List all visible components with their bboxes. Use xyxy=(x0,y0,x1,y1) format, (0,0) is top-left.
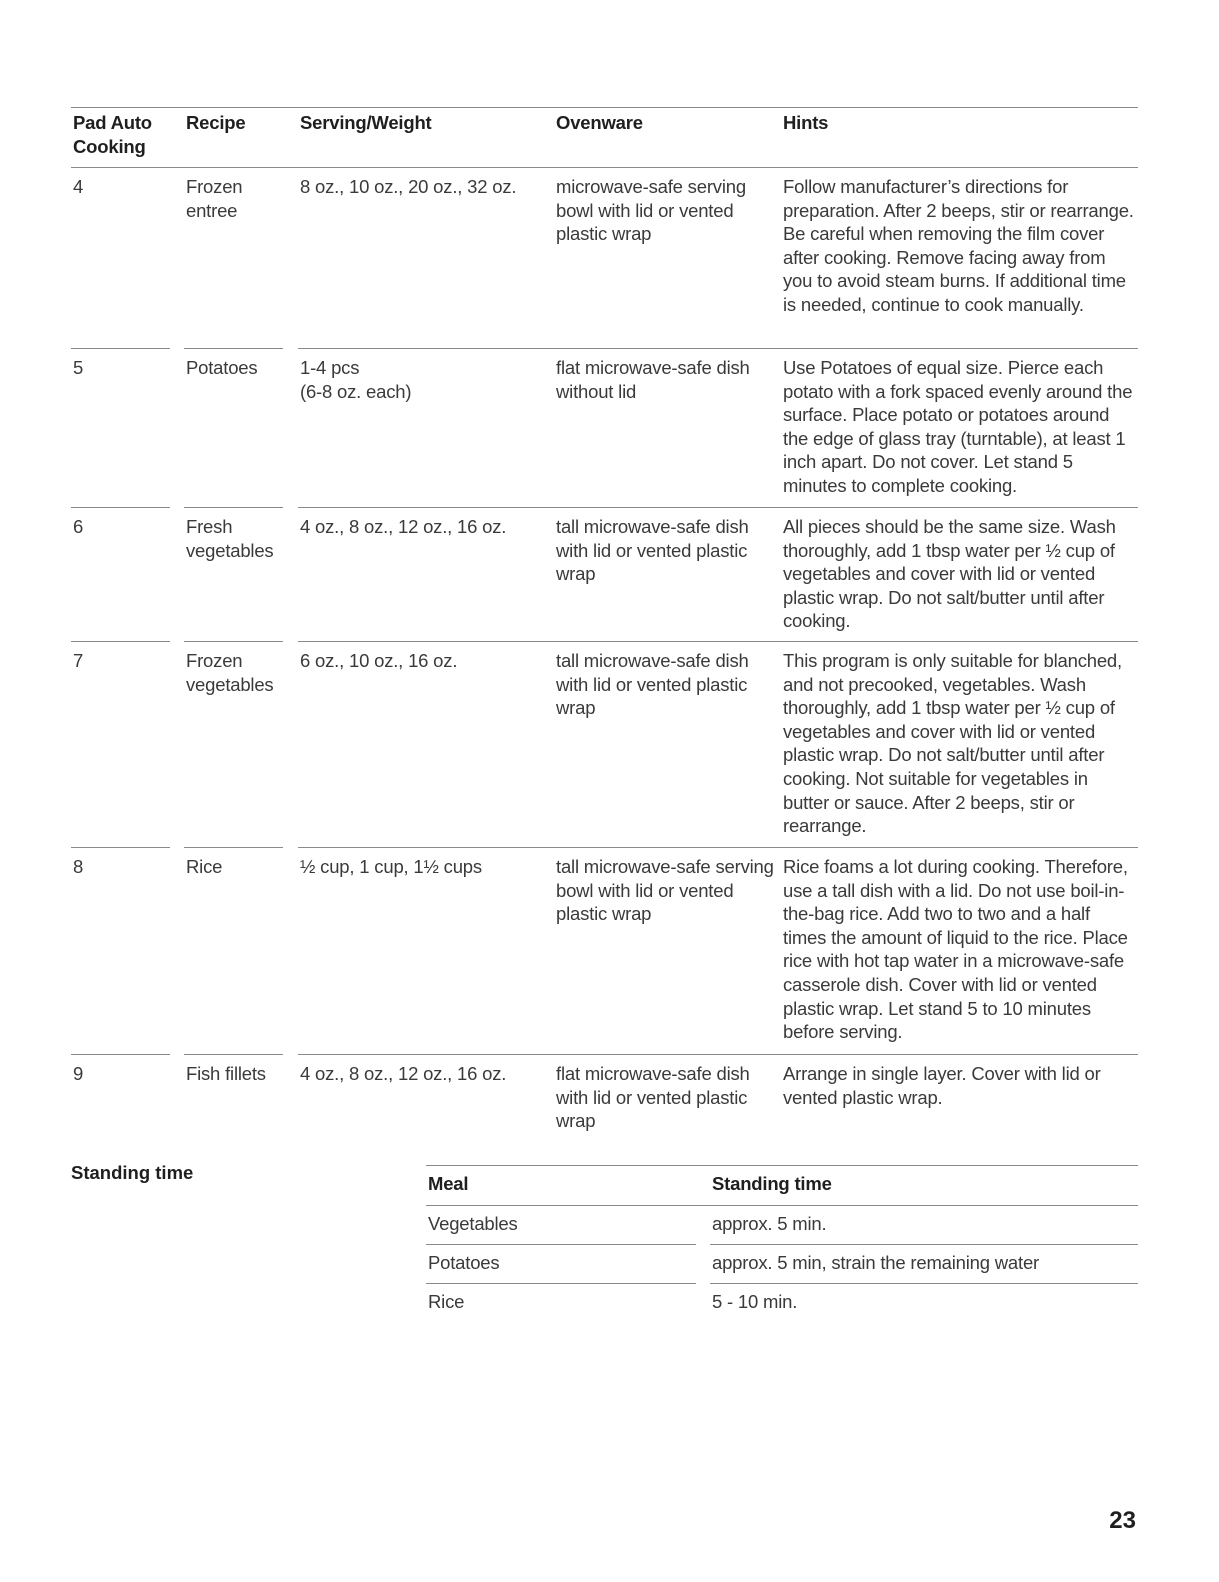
row-rule xyxy=(184,1054,283,1055)
standing-time-heading: Standing time xyxy=(71,1162,194,1183)
row-rule xyxy=(184,348,283,349)
row-rule xyxy=(298,507,1138,508)
row-rule xyxy=(184,847,283,848)
recipe-name: Fresh vegetables xyxy=(186,516,274,561)
hints: This program is only suitable for blanched, and not precooked, vegetables. Wash thoroughly, add 1 tbsp water per ½ cup of vegetables and cover with lid or vented plastic wrap. Do not salt/butter until after cooking. Not suitable for vegetables in butter or sauce. After 2 beeps, stir or rearrange. xyxy=(783,650,1122,837)
row-rule xyxy=(71,641,170,642)
header-standing-time: Standing time xyxy=(712,1173,832,1194)
row-rule xyxy=(71,1054,170,1055)
recipe-name: Rice xyxy=(186,856,223,877)
row-rule xyxy=(71,507,170,508)
ovenware: flat microwave-safe dish with lid or vented plastic wrap xyxy=(556,1063,750,1132)
header-recipe: Recipe xyxy=(186,112,246,133)
ovenware: microwave-safe serving bowl with lid or vented plastic wrap xyxy=(556,176,746,245)
pad-number: 8 xyxy=(73,856,84,877)
header-ovenware: Ovenware xyxy=(556,112,643,133)
table-row xyxy=(426,1283,1138,1322)
meal: Potatoes xyxy=(428,1252,500,1273)
ovenware: tall microwave-safe serving bowl with lid or vented plastic wrap xyxy=(556,856,774,925)
row-rule xyxy=(298,847,1138,848)
pad-number: 5 xyxy=(73,357,84,378)
meal: Rice xyxy=(428,1291,465,1312)
row-rule xyxy=(184,507,283,508)
serving-weight: 4 oz., 8 oz., 12 oz., 16 oz. xyxy=(300,516,507,537)
hints: Use Potatoes of equal size. Pierce each potato with a fork spaced evenly around the surface. Place potato or potatoes around the edge of glass tray (turntable), at least 1 inch apart. Do not cover. Let stand 5 minutes to complete cooking. xyxy=(783,357,1133,496)
row-rule xyxy=(298,348,1138,349)
serving-weight: 1-4 pcs (6-8 oz. each) xyxy=(300,357,412,402)
serving-weight: ½ cup, 1 cup, 1½ cups xyxy=(300,856,482,877)
header-meal: Meal xyxy=(428,1173,469,1194)
pad-number: 9 xyxy=(73,1063,84,1084)
hints: Rice foams a lot during cooking. Therefore, use a tall dish with a lid. Do not use boil-in-the-bag rice. Add two to two and a half times the amount of liquid to the rice. Place rice with hot tap water in a microwave-safe casserole dish. Cover with lid or vented plastic wrap. Let stand 5 to 10 minutes before serving. xyxy=(783,856,1128,1043)
ovenware: tall microwave-safe dish with lid or vented plastic wrap xyxy=(556,650,749,719)
hints: Arrange in single layer. Cover with lid or vented plastic wrap. xyxy=(783,1063,1101,1108)
header-rule xyxy=(71,167,1138,168)
standing-duration: 5 - 10 min. xyxy=(712,1291,798,1312)
pad-number: 7 xyxy=(73,650,84,671)
recipe-name: Frozen vegetables xyxy=(186,650,274,695)
serving-weight: 4 oz., 8 oz., 12 oz., 16 oz. xyxy=(300,1063,507,1084)
ovenware: flat microwave-safe dish without lid xyxy=(556,357,750,402)
header-hints: Hints xyxy=(783,112,829,133)
serving-weight: 8 oz., 10 oz., 20 oz., 32 oz. xyxy=(300,176,517,197)
recipe-name: Potatoes xyxy=(186,357,258,378)
row-rule xyxy=(184,641,283,642)
ovenware: tall microwave-safe dish with lid or vented plastic wrap xyxy=(556,516,749,585)
table-header-row xyxy=(71,111,1138,171)
header-serving-weight: Serving/Weight xyxy=(300,112,432,133)
table-top-rule xyxy=(71,107,1138,108)
table-row xyxy=(426,1205,1138,1244)
row-rule xyxy=(71,348,170,349)
standing-duration: approx. 5 min, strain the remaining water xyxy=(712,1252,1040,1273)
standing-duration: approx. 5 min. xyxy=(712,1213,827,1234)
row-rule xyxy=(298,1054,1138,1055)
header-pad-auto-cooking: Pad Auto Cooking xyxy=(73,112,152,157)
recipe-name: Fish fillets xyxy=(186,1063,266,1084)
standing-header-row xyxy=(426,1165,1138,1204)
hints: Follow manufacturer’s directions for preparation. After 2 beeps, stir or rearrange. Be careful when removing the film cover after cooking. Remove facing away from you to avoid steam burns. If additional time is needed, continue to cook manually. xyxy=(783,176,1134,315)
hints: All pieces should be the same size. Wash thoroughly, add 1 tbsp water per ½ cup of vegetables and cover with lid or vented plastic wrap. Do not salt/butter until after cooking. xyxy=(783,516,1116,632)
recipe-name: Frozen entree xyxy=(186,176,243,221)
row-rule xyxy=(298,641,1138,642)
row-rule xyxy=(71,847,170,848)
pad-number: 4 xyxy=(73,176,84,197)
meal: Vegetables xyxy=(428,1213,518,1234)
table-row xyxy=(426,1244,1138,1283)
serving-weight: 6 oz., 10 oz., 16 oz. xyxy=(300,650,458,671)
page-number: 23 xyxy=(1109,1507,1136,1534)
pad-number: 6 xyxy=(73,516,84,537)
